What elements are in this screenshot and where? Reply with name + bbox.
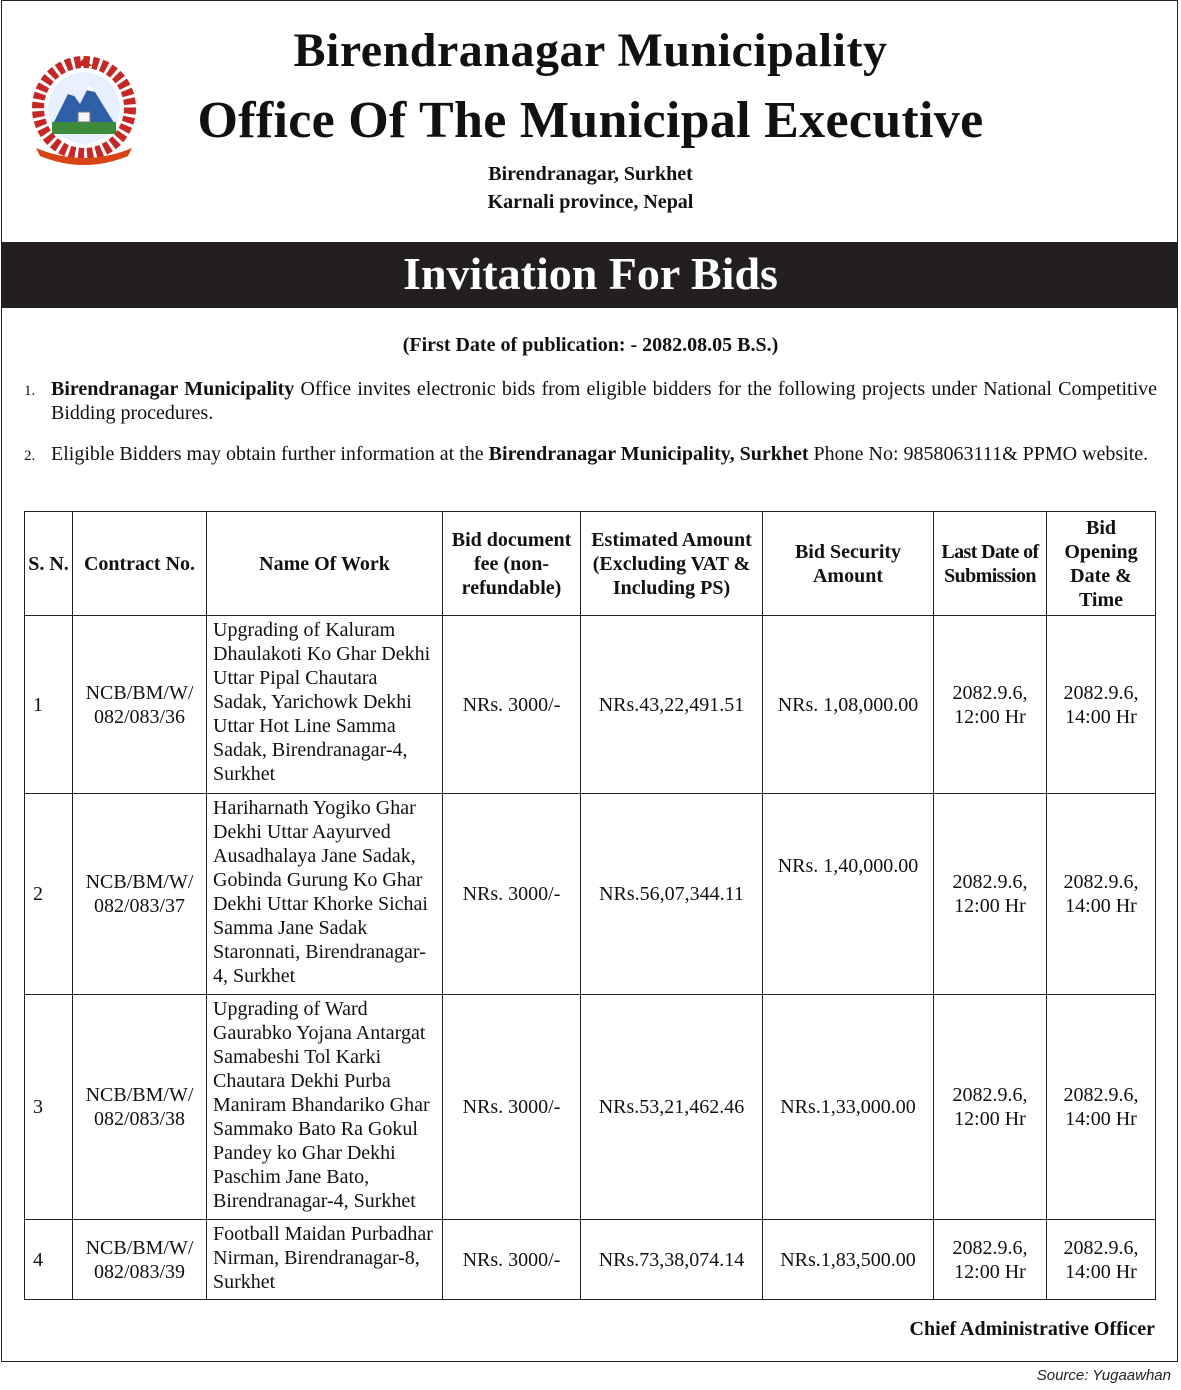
cell-estimate: NRs.53,21,462.46 [581,995,763,1220]
cell-sn: 3 [25,995,73,1220]
cell-contract: NCB/BM/W/ 082/083/38 [73,995,207,1220]
cell-contract: NCB/BM/W/ 082/083/36 [73,616,207,794]
cell-fee: NRs. 3000/- [443,794,581,995]
paragraph-body: Office invites electronic bids from eligible bidders for the following projects under National Competitive Bidding procedures. [51,378,1158,424]
cell-opening: 2082.9.6, 14:00 Hr [1047,616,1156,794]
header-sn: S. N. [25,512,73,616]
cell-last-date: 2082.9.6, 12:00 Hr [934,995,1047,1220]
header-estimate: Estimated Amount (Excluding VAT & Including PS) [581,512,763,616]
cell-work: Hariharnath Yogiko Ghar Dekhi Uttar Aayurved Ausadhalaya Jane Sadak, Gobinda Gurung Ko Ghar Dekhi Uttar Khorke Sichai Samma Jane Sadak Staronnati, Birendranagar-4, Surkhet [207,794,443,995]
cell-sn: 2 [25,794,73,995]
cell-opening: 2082.9.6, 14:00 Hr [1047,794,1156,995]
table-row [25,1220,1156,1300]
source-credit: Source: Yugaawhan [1036,1367,1171,1384]
cell-sn: 1 [25,616,73,794]
cell-security: NRs. 1,40,000.00 [763,794,934,995]
cell-security: NRs.1,83,500.00 [763,1220,934,1300]
cell-work: Upgrading of Ward Gaurabko Yojana Antargat Samabeshi Tol Karki Chautara Dekhi Purba Maniram Bhandariko Ghar Sammako Bato Ra Gokul Pandey ko Ghar Dekhi Paschim Jane Bato, Birendranagar-4, Surkhet [207,995,443,1220]
cell-opening: 2082.9.6, 14:00 Hr [1047,1220,1156,1300]
table-row [25,616,1156,794]
cell-contract: NCB/BM/W/ 082/083/39 [73,1220,207,1300]
table-header-row [25,512,1156,616]
header-fee: Bid document fee (non-refundable) [443,512,581,616]
cell-work: Upgrading of Kaluram Dhaulakoti Ko Ghar Dekhi Uttar Pipal Chautara Sadak, Yarichowk Dekhi Uttar Hot Line Samma Sadak, Birendranagar-4, Surkhet [207,616,443,794]
cell-fee: NRs. 3000/- [443,616,581,794]
address-line-1: Birendranagar, Surkhet [488,163,693,185]
address-line-2: Karnali province, Nepal [487,191,694,213]
office-title: Office Of The Municipal Executive [197,92,984,149]
paragraph-text [51,377,1157,425]
paragraph-bold: Birendranagar Municipality [51,378,295,400]
paragraph-number: 1. [24,383,36,399]
paragraph-body: Eligible Bidders may obtain further information at the [51,443,489,465]
cell-last-date: 2082.9.6, 12:00 Hr [934,794,1047,995]
cell-sn: 4 [25,1220,73,1300]
table-row [25,794,1156,995]
invitation-banner: Invitation For Bids [2,242,1178,308]
cell-estimate: NRs.43,22,491.51 [581,616,763,794]
cell-estimate: NRs.56,07,344.11 [581,794,763,995]
publication-date: (First Date of publication: - 2082.08.05 B.S.) [402,334,779,356]
paragraph-text [51,442,1157,466]
cell-security: NRs. 1,08,000.00 [763,616,934,794]
header-opening: Bid Opening Date & Time [1047,512,1156,616]
cell-contract: NCB/BM/W/ 082/083/37 [73,794,207,995]
header-work: Name Of Work [207,512,443,616]
header-contract: Contract No. [73,512,207,616]
paragraph-body: Phone No: 9858063111& PPMO website. [808,443,1149,465]
signature: Chief Administrative Officer [909,1318,1155,1340]
cell-opening: 2082.9.6, 14:00 Hr [1047,995,1156,1220]
paragraph-number: 2. [24,448,36,464]
paragraph-bold: Birendranagar Municipality, Surkhet [488,443,809,465]
paragraph-2 [24,442,1157,466]
cell-fee: NRs. 3000/- [443,995,581,1220]
cell-work: Football Maidan Purbadhar Nirman, Birendranagar-8, Surkhet [207,1220,443,1300]
org-name: Birendranagar Municipality [293,24,888,77]
bids-table [24,511,1156,1300]
paragraph-1 [24,377,1157,425]
cell-last-date: 2082.9.6, 12:00 Hr [934,616,1047,794]
header-security: Bid Security Amount [763,512,934,616]
cell-security: NRs.1,33,000.00 [763,995,934,1220]
notice-frame [1,0,1178,1362]
table-row [25,995,1156,1220]
cell-last-date: 2082.9.6, 12:00 Hr [934,1220,1047,1300]
cell-estimate: NRs.73,38,074.14 [581,1220,763,1300]
header-last-date: Last Date of Submission [934,512,1047,616]
cell-fee: NRs. 3000/- [443,1220,581,1300]
